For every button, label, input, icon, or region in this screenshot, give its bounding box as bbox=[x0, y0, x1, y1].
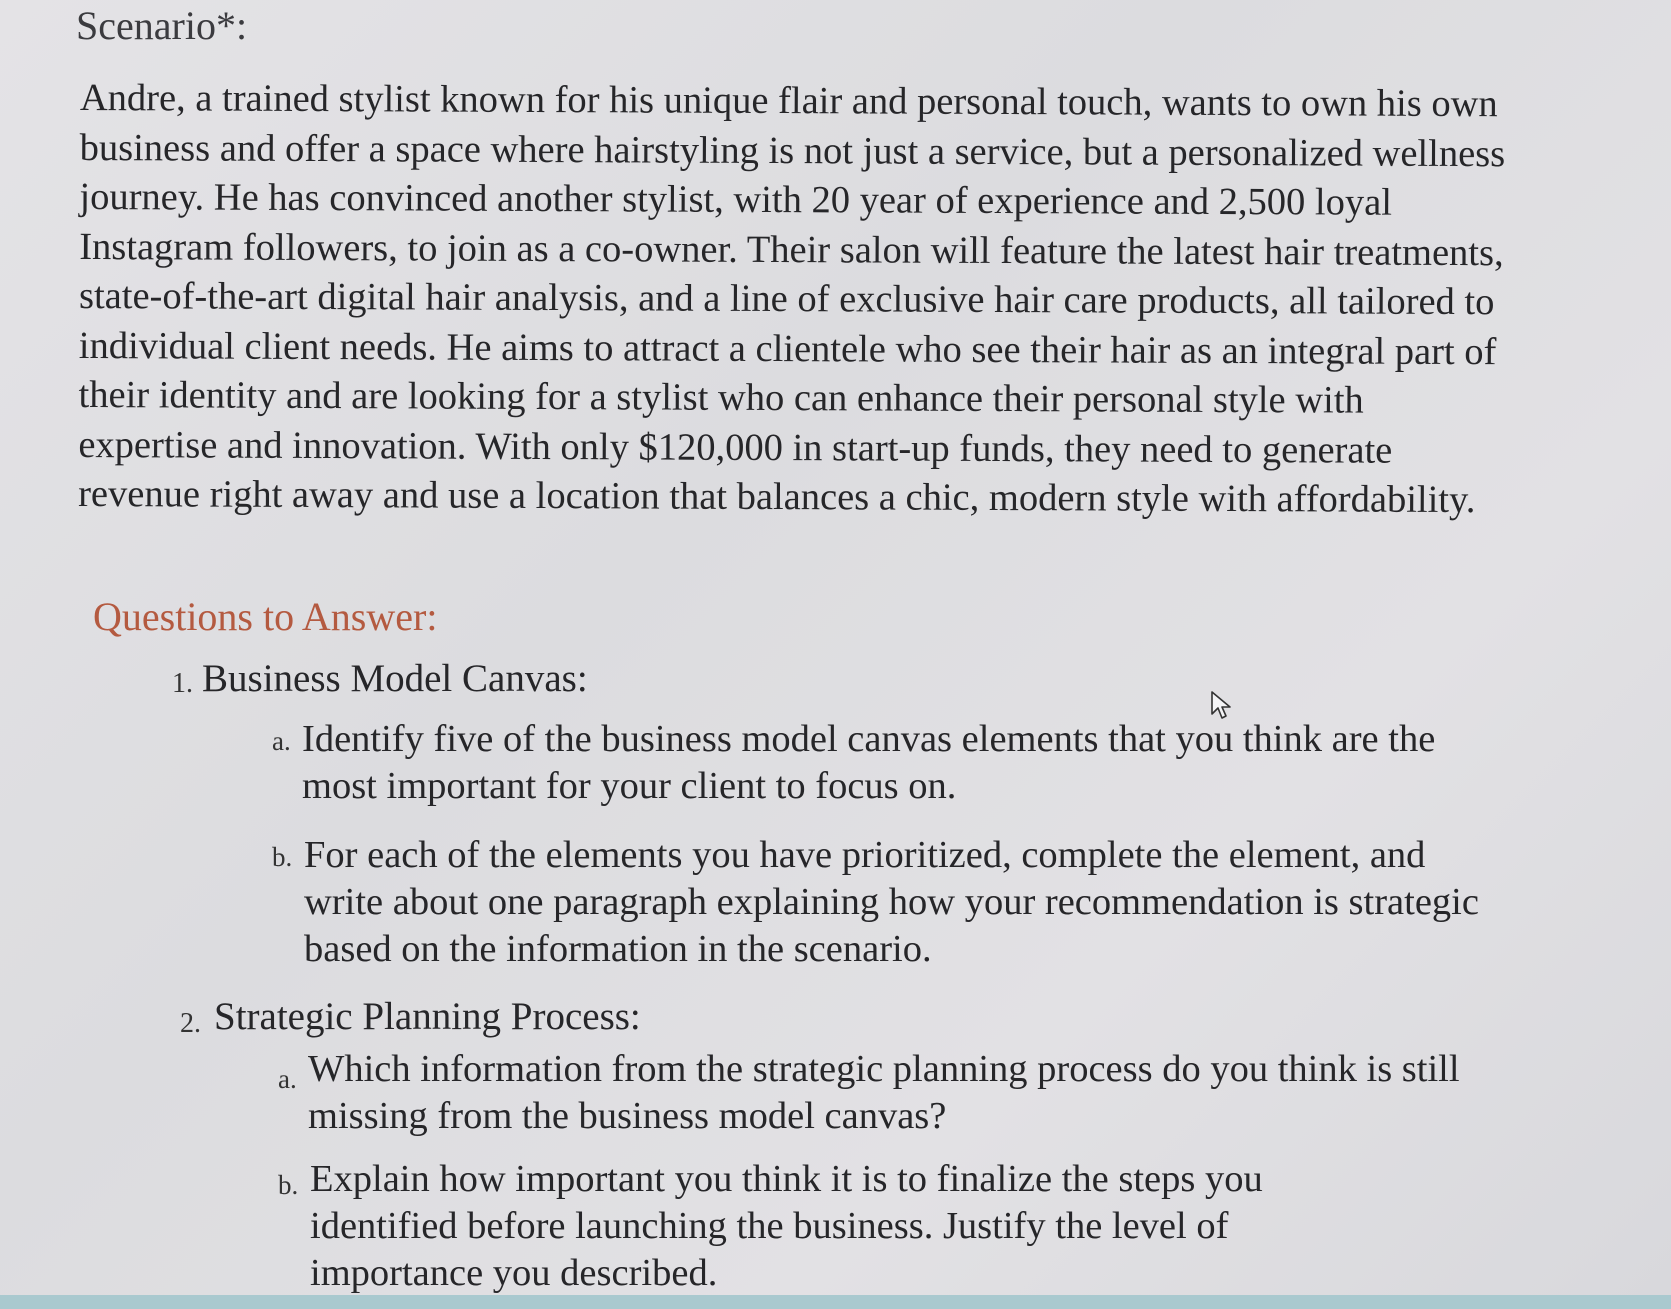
question-2-number: 2. bbox=[180, 1008, 201, 1039]
scenario-body: Andre, a trained stylist known for his unique flair and personal touch, wants to own his own business and offer a space where hairstyling is not just a service, but a personalized wellness journey. He has convinced another stylist, with 20 year of experience and 2,500 loyal Instagram followers, to join as a co-owner. Their salon will feature the latest hair treatments, state-of-the-art digital hair analysis, and a line of exclusive hair care products, all tailored to individual client needs. He aims to attract a clientele who see their hair as an integral part of their identity and are looking for a stylist who can enhance their personal style with expertise and innovation. With only $120,000 in start-up funds, they need to generate revenue right away and use a location that balances a chic, modern style with affordability. bbox=[78, 76, 1506, 522]
question-1-title: Business Model Canvas: bbox=[202, 657, 588, 700]
question-2b-text: Explain how important you think it is to finalize the steps you identified before launching the business. Justify the level of importance you described. bbox=[310, 1158, 1263, 1294]
question-2-title: Strategic Planning Process: bbox=[214, 995, 641, 1038]
pointer-arrow-icon bbox=[1210, 690, 1234, 722]
bottom-strip bbox=[0, 1295, 1671, 1309]
questions-heading: Questions to Answer: bbox=[93, 594, 438, 639]
question-2a-text: Which information from the strategic planning process do you think is still missing from the business model canvas? bbox=[308, 1048, 1460, 1137]
question-1a-letter: a. bbox=[272, 726, 291, 756]
question-2b-letter: b. bbox=[278, 1170, 299, 1200]
scenario-label: Scenario*: bbox=[76, 3, 248, 48]
question-1b-letter: b. bbox=[272, 842, 293, 872]
question-2a-letter: a. bbox=[278, 1064, 297, 1094]
question-1b-text: For each of the elements you have prioritized, complete the element, and write about one paragraph explaining how your recommendation is strategic based on the information in the scenario. bbox=[304, 834, 1479, 970]
question-1-number: 1. bbox=[172, 668, 193, 699]
question-1a-text: Identify five of the business model canvas elements that you think are the most important for your client to focus on. bbox=[302, 718, 1436, 807]
